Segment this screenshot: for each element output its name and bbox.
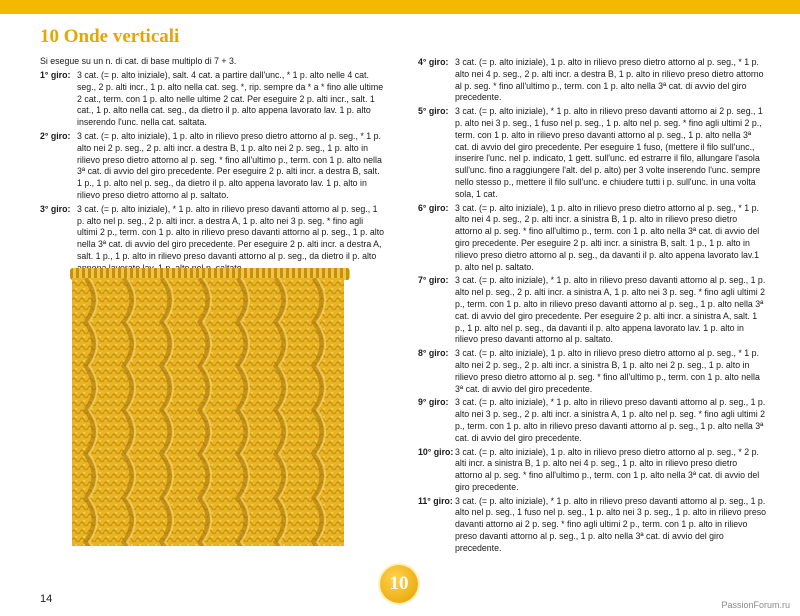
round-item bbox=[40, 131, 386, 202]
round-label: 3° giro: bbox=[40, 203, 71, 214]
round-text: 3 cat. (= p. alto iniziale), * 1 p. alto in rilievo preso davanti attorno ai 2 p. seg., 1 p. alto nei 3 p. seg., 1 fuso nel p. seg., 1 p. alto nel p. seg. * fino agli ultimi 2 p., term. con 1 p. alto in rilievo preso davanti attorno al p. seg., 1 p. alto nella 3ª cat. di avvio del giro precedente. Per eseguire 1 fuso, (mettere il filo sull'unc., inserire l'unc. nel p. indicato, 1 gett. sull'unc. ed estrarre il filo, allungare l'asola sull'unc. fino a raggiungere l'alt. del p. alto) per 3 volte inserendo l'unc. sempre nello stesso p., mettere il filo sull'unc. e chiudere tutti i p. sull'unc. in una volta sola, 1 cat. bbox=[455, 106, 763, 199]
round-label: 11° giro: bbox=[418, 495, 453, 506]
round-text: 3 cat. (= p. alto iniziale), * 1 p. alto in rilievo preso davanti attorno al p. seg., 1 p. alto nel p. seg., 2 p. alti incr. a destra A, 1 p. alto nei 3 p. seg. * fino agli ultimi 2 p., term. con 1 p. alto in rilievo preso davanti attorno al p. seg., 1 p. alto nella 3ª cat. di avvio del giro precedente. Per eseguire 2 p. alti incr. a destra A, salt. 1 p., 1 p. alto in rilievo preso davanti attorno al p. seg., da dietro il p. alto bbox=[77, 203, 385, 261]
round-label: 8° giro: bbox=[418, 348, 449, 359]
watermark: PassionForum.ru bbox=[721, 600, 790, 610]
round-label: 7° giro: bbox=[418, 275, 449, 286]
round-label: 4° giro: bbox=[418, 57, 449, 67]
instructions-left-column bbox=[40, 70, 386, 277]
pattern-number-badge: 10 bbox=[380, 565, 418, 603]
round-text: 3 cat. (= p. alto iniziale), 1 p. alto in rilievo preso dietro attorno al p. seg., * 1 p. alto nei 4 p. seg., 2 p. alti incr. a sinistra B, 1 p. alto in rilievo preso dietro attorno al p. seg. * fino all'ultimo p., term. con 1 p. alto nella 3ª cat. di avvio del giro precedente. Per eseguire 2 p. alti incr. a sinistra B, salt. 1 p., 1 p. alto in rilievo preso dietro attorno al p. seg., da davanti il p. alto appena lavorato lav.1 p. alto nel p. saltato. bbox=[455, 202, 760, 272]
round-label: 2° giro: bbox=[40, 130, 71, 141]
round-label: 1° giro: bbox=[40, 70, 71, 80]
round-item bbox=[418, 397, 766, 444]
round-item bbox=[40, 70, 386, 129]
round-text: 3 cat. (= p. alto iniziale), 1 p. alto in rilievo preso dietro attorno al p. seg., * 1 p. alto nei 2 p. seg., 2 p. alti incr. a destra B, 1 p. alto nei 2 p. seg., 1 p. alto in rilievo preso dietro attorno al p. seg. * fino all'ultimo p., term. con 1 p. alto nella 3ª cat. di avvio del giro precedente. Per eseguire 2 p. alti incr. a destra B, salt. 1 p., 1 p. alto nel p. seg., da dietro il p. alto appena lavorato lav. 1 p. alto in rilievo preso dietro attorno al p. saltato. bbox=[77, 130, 382, 200]
round-item bbox=[418, 348, 766, 395]
round-item bbox=[418, 203, 766, 274]
round-text: 3 cat. (= p. alto iniziale), 1 p. alto in rilievo preso dietro attorno al p. seg., * 2 p. alti incr. a sinistra B, 1 p. alto nei 4 p. seg., 1 p. alto in rilievo preso dietro attorno al p. seg. * fino all'ultimo p., term. con 1 p. alto nella 3ª cat. di avvio del giro precedente. bbox=[455, 446, 760, 492]
round-label: 10° giro: bbox=[418, 446, 454, 457]
round-item bbox=[418, 275, 766, 346]
round-text: 3 cat. (= p. alto iniziale), 1 p. alto in rilievo preso dietro attorno al p. seg., * 1 p. alto nei 4 p. seg., 2 p. alti incr. a destra B, 1 p. alto in rilievo preso dietro attorno al p. seg. * fino all'ultimo p., term. con 1 p. alto nella 3ª cat. di avvio del giro precedente. bbox=[455, 57, 764, 103]
round-item bbox=[418, 447, 766, 494]
round-text: 3 cat. (= p. alto iniziale), * 1 p. alto in rilievo preso davanti attorno al p. seg., 1 p. alto nei 3 p. seg., 2 p. alti incr. a sinistra A, 1 p. alto nel p. seg. * fino agli ultimi 2 p., term. con 1 p. alto in rilievo preso davanti attorno al p. seg., 1 p. alto nella 3ª cat. di avvio del giro precedente. bbox=[455, 397, 766, 443]
round-item bbox=[418, 496, 766, 555]
round-text: 3 cat. (= p. alto iniziale), * 1 p. alto in rilievo preso davanti attorno al p. seg., 1 p. alto nel p. seg., 1 fuso nel p. seg., 1 p. alto nei 3 p. seg., 1 p. alto in rilievo preso davanti attorno ai 2 p. seg. * fino agli ultimi 2 p., term. con 1 p. alto in rilievo preso davanti attorno al p. seg., 1 p. alto nella 3ª cat. di avvio del giro precedente. bbox=[455, 495, 767, 553]
instructions-right-column bbox=[418, 57, 766, 557]
round-label: 9° giro: bbox=[418, 397, 449, 408]
round-label: 5° giro: bbox=[418, 106, 449, 117]
round-item bbox=[418, 106, 766, 200]
round-text: 3 cat. (= p. alto iniziale), 1 p. alto in rilievo preso dietro attorno al p. seg., * 1 p. alto nei 2 p. seg., 2 p. alti incr. a sinistra B, 1 p. alto nei 2 p. seg., 1 p. alto in rilievo preso dietro attorno al p. seg. * fino all'ultimo p., term. con 1 p. alto nella 3ª cat. di avvio del giro precedente. bbox=[455, 348, 760, 394]
round-text: 3 cat. (= p. alto iniziale), salt. 4 cat. a partire dall'unc., * 1 p. alto nelle 4 cat. seg., 2 p. alti incr., 1 p. alto nella cat. seg. *, rip. sempre da * a * fino alle ultime 2 cat., term. con 1 p. alto nelle ultime 2 cat. Per eseguire 2 p. alti incr., salt. 1 cat., 1 p. alto nella cat. seg., da dietro il p. alto appena lavorato lav. 1 p. alto inserendo l'unc. nella cat. saltata. bbox=[77, 70, 384, 128]
round-item bbox=[40, 204, 386, 275]
page-number: 14 bbox=[40, 593, 53, 605]
round-item bbox=[418, 57, 766, 104]
pattern-intro: Si esegue su un n. di cat. di base multiplo di 7 + 3. bbox=[40, 56, 237, 66]
round-label: 6° giro: bbox=[418, 202, 449, 213]
pattern-title: 10 Onde verticali bbox=[40, 26, 180, 47]
crochet-swatch-photo bbox=[72, 278, 344, 546]
swatch-texture bbox=[72, 278, 344, 546]
top-color-bar bbox=[0, 0, 800, 14]
round-text: 3 cat. (= p. alto iniziale), * 1 p. alto in rilievo preso davanti attorno al p. seg., 1 p. alto nel p. seg., 2 p. alti incr. a sinistra A, 1 p. alto nei 3 p. seg. * fino agli ultimi 2 p., term. con 1 p. alto in rilievo preso davanti attorno al p. seg., 1 p. alto nella 3ª cat. di avvio del giro precedente. Per eseguire 2 p. alti incr. a sinistra A, salt. 1 p., 1 p. alto nel p. seg., da davanti il p. alto appena lavorato lav. 1 p. alto in rilievo preso davanti attorno al p. saltato. bbox=[455, 275, 766, 345]
